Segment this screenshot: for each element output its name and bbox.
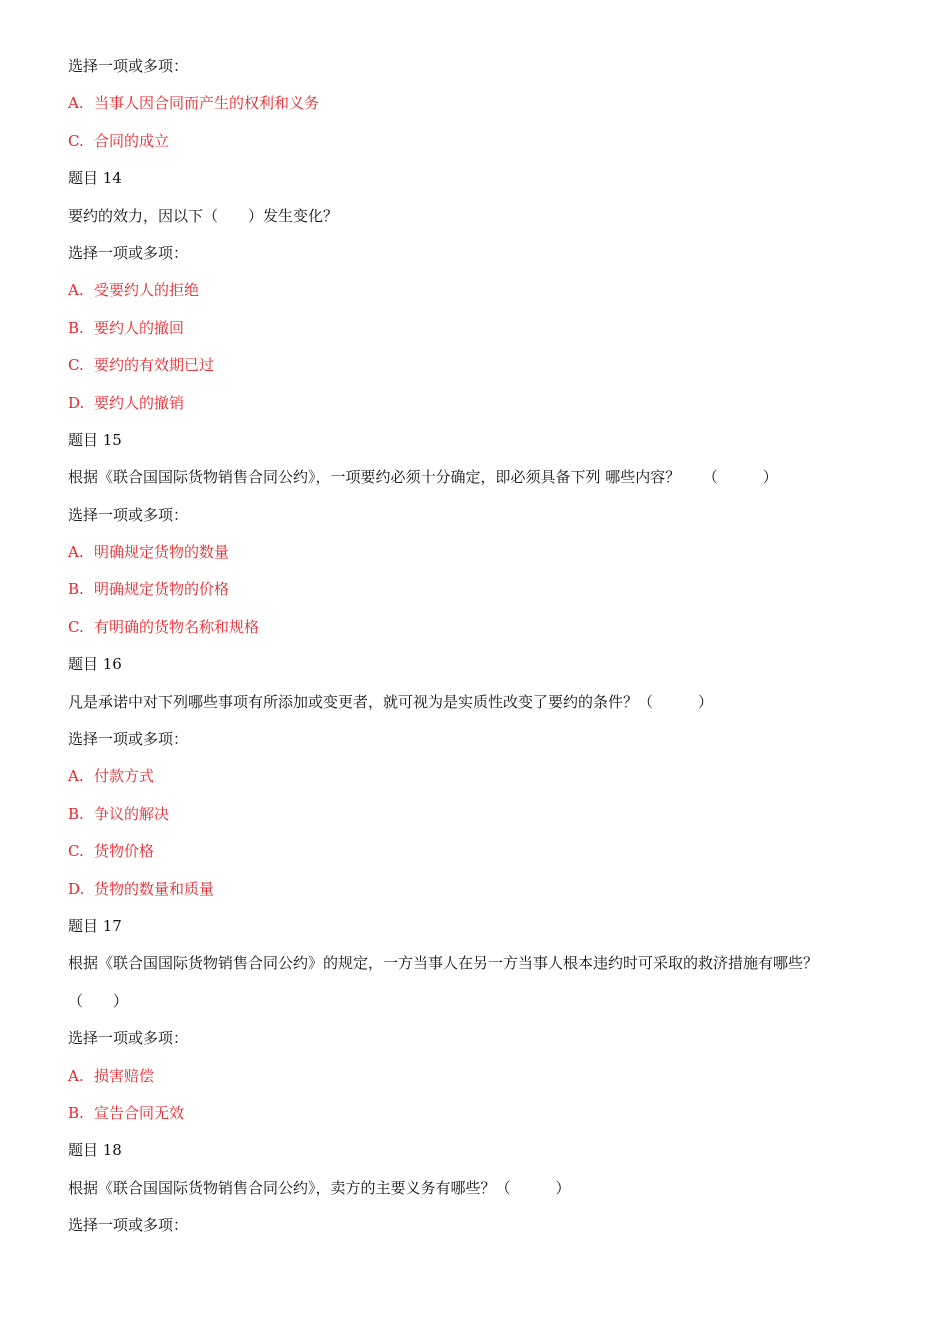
option-letter: C. xyxy=(68,356,84,375)
answer-option xyxy=(68,534,898,571)
select-prompt: 选择一项或多项： xyxy=(68,1216,189,1235)
select-prompt: 选择一项或多项： xyxy=(68,505,189,524)
option-text: 明确规定货物的数量 xyxy=(94,543,230,562)
option-letter: B. xyxy=(68,318,84,337)
option-letter: A. xyxy=(68,94,84,113)
answer-option xyxy=(68,1058,898,1095)
option-letter: C. xyxy=(68,131,84,150)
question-text: 凡是承诺中对下列哪些事项有所添加或变更者，就可视为是实质性改变了要约的条件？（ ） xyxy=(68,692,714,711)
option-text: 有明确的货物名称和规格 xyxy=(94,617,260,636)
question-number: 题目 17 xyxy=(68,916,122,935)
option-letter: A. xyxy=(68,767,84,786)
option-letter: C. xyxy=(68,842,84,861)
select-prompt: 选择一项或多项： xyxy=(68,57,189,75)
option-text: 货物价格 xyxy=(94,842,155,861)
answer-option xyxy=(68,609,898,646)
question-number: 题目 14 xyxy=(68,169,122,188)
select-prompt: 选择一项或多项： xyxy=(68,243,189,262)
question-text: 要约的效力，因以下（ ）发生变化？ xyxy=(68,206,339,225)
answer-option xyxy=(68,123,898,160)
answer-option xyxy=(68,796,898,833)
answer-option xyxy=(68,347,898,384)
option-text: 损害赔偿 xyxy=(94,1066,155,1085)
answer-option xyxy=(68,385,898,422)
question-text: 根据《联合国国际货物销售合同公约》，卖方的主要义务有哪些？（ ） xyxy=(68,1178,571,1197)
option-text: 争议的解决 xyxy=(94,804,170,823)
question-text: 根据《联合国国际货物销售合同公约》，一项要约必须十分确定，即必须具备下列 哪些内容？ （ ） xyxy=(68,468,778,487)
option-text: 当事人因合同而产生的权利和义务 xyxy=(94,94,320,113)
answer-option xyxy=(68,1095,898,1132)
document-page xyxy=(68,48,898,1245)
select-prompt: 选择一项或多项： xyxy=(68,730,189,749)
option-letter: A. xyxy=(68,543,84,562)
option-letter: A. xyxy=(68,281,84,300)
answer-option xyxy=(68,310,898,347)
option-text: 要约的有效期已过 xyxy=(94,356,215,375)
option-letter: B. xyxy=(68,804,84,823)
question-number: 题目 18 xyxy=(68,1141,122,1160)
answer-option xyxy=(68,85,898,122)
answer-option xyxy=(68,272,898,309)
option-text: 合同的成立 xyxy=(94,131,170,150)
option-text: 要约人的撤回 xyxy=(94,318,185,337)
answer-option xyxy=(68,571,898,608)
option-text: 要约人的撤销 xyxy=(94,393,185,412)
select-prompt: 选择一项或多项： xyxy=(68,1029,189,1048)
option-text: 明确规定货物的价格 xyxy=(94,580,230,599)
option-letter: C. xyxy=(68,617,84,636)
option-letter: B. xyxy=(68,1103,84,1122)
question-text: （ ） xyxy=(68,991,129,1010)
answer-option xyxy=(68,871,898,908)
answer-option xyxy=(68,833,898,870)
answer-option xyxy=(68,758,898,795)
option-text: 付款方式 xyxy=(94,767,155,786)
option-letter: D. xyxy=(68,393,85,412)
question-number: 题目 15 xyxy=(68,430,122,449)
option-letter: B. xyxy=(68,580,84,599)
option-text: 受要约人的拒绝 xyxy=(94,281,200,300)
option-letter: A. xyxy=(68,1066,84,1085)
question-number: 题目 16 xyxy=(68,655,122,674)
option-letter: D. xyxy=(68,879,85,898)
question-text: 根据《联合国国际货物销售合同公约》的规定，一方当事人在另一方当事人根本违约时可采取的救济措施有哪些？ xyxy=(68,954,819,973)
option-text: 宣告合同无效 xyxy=(94,1103,185,1122)
option-text: 货物的数量和质量 xyxy=(94,879,215,898)
